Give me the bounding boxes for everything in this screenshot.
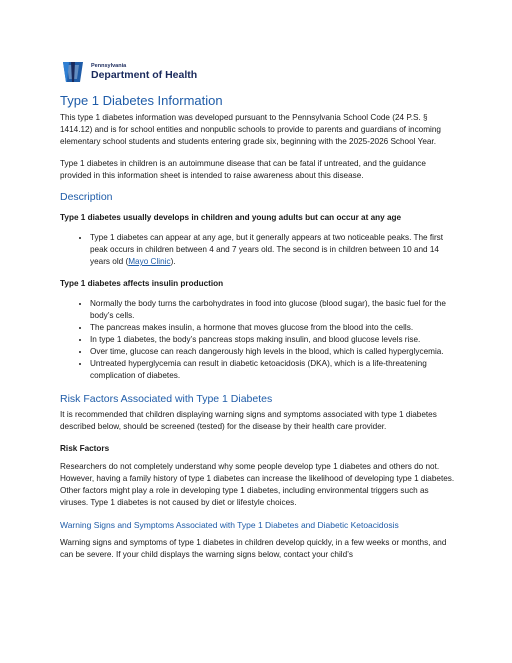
list-item: • Normally the body turns the carbohydrates in food into glucose (blood sugar), the basic fuel for the body’s cells. <box>90 298 455 322</box>
list-item: • In type 1 diabetes, the body’s pancreas stops making insulin, and blood glucose levels rise. <box>90 334 455 346</box>
list-item <box>90 232 455 268</box>
mayo-clinic-link[interactable]: Mayo Clinic <box>128 257 171 266</box>
description-list-1 <box>60 232 455 268</box>
warning-signs-heading: Warning Signs and Symptoms Associated with Type 1 Diabetes and Diabetic Ketoacidosis <box>60 520 399 530</box>
risk-factors-text: Researchers do not completely understand why some people develop type 1 diabetes and others do not. However, having a family history of type 1 diabetes can increase the likelihood of developing type 1 diabetes. Other factors might play a role in developing type 1 diabetes, including environmental triggers such as viruses. Type 1 diabetes is not caused by diet or lifestyle choices. <box>60 462 455 507</box>
warning-signs-text: Warning signs and symptoms of type 1 diabetes in children develop quickly, in a few weeks or months, and can be severe. If your child displays the warning signs below, contact your child’s <box>60 538 447 559</box>
risk-heading: Risk Factors Associated with Type 1 Diabetes <box>60 393 273 405</box>
list-item-text: ). <box>170 257 176 266</box>
list-item-text: Type 1 diabetes can appear at any age, but it generally appears at two noticeable peaks. The first peak occurs in children between 4 and 7 years old. The second is in children between 10 and 14 years old ( <box>90 233 444 266</box>
description-subheading-1: Type 1 diabetes usually develops in children and young adults but can occur at any age <box>60 213 402 222</box>
description-list-2 <box>60 298 455 382</box>
document-body <box>60 92 455 571</box>
list-item: • The pancreas makes insulin, a hormone that moves glucose from the blood into the cells. <box>90 322 455 334</box>
pa-health-logo <box>60 60 197 84</box>
page-title: Type 1 Diabetes Information <box>60 93 223 108</box>
list-item: • Over time, glucose can reach dangerously high levels in the blood, which is called hyperglycemia. <box>90 346 455 358</box>
list-item: • Untreated hyperglycemia can result in diabetic ketoacidosis (DKA), which is a life-threatening complication of diabetes. <box>90 358 455 382</box>
logo-state-name: Pennsylvania <box>91 62 127 69</box>
description-subheading-2: Type 1 diabetes affects insulin production <box>60 279 224 288</box>
logo-department-name: Department of Health <box>91 69 198 81</box>
risk-intro: It is recommended that children displaying warning signs and symptoms associated with type 1 diabetes described below, should be screened (tested) for the disease by their health care provider. <box>60 410 437 431</box>
keystone-icon <box>60 60 86 84</box>
description-heading: Description <box>60 191 113 203</box>
intro-paragraph-1: This type 1 diabetes information was developed pursuant to the Pennsylvania School Code (24 P.S. § 1414.12) and is for school entities and nonpublic schools to provide to parents and guardians of incoming elementary school students and students entering grade six, beginning with the 2025-2026 School Year. <box>60 113 441 146</box>
risk-factors-subheading: Risk Factors <box>60 444 110 453</box>
intro-paragraph-2: Type 1 diabetes in children is an autoimmune disease that can be fatal if untreated, and the guidance provided in this information sheet is intended to raise awareness about this disease. <box>60 159 426 180</box>
